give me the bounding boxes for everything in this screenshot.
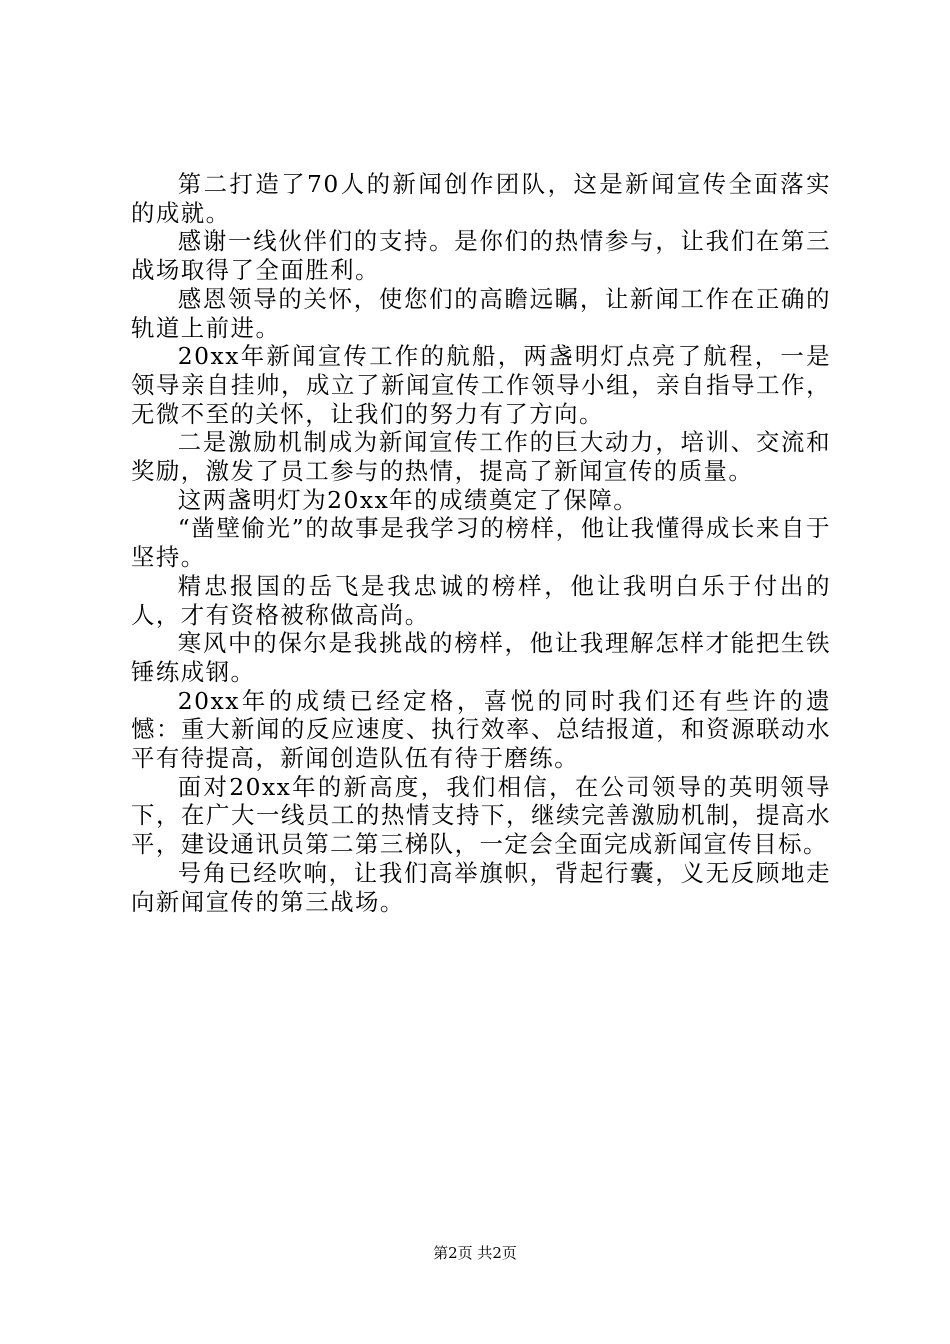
paragraph-7: “凿壁偷光”的故事是我学习的榜样，他让我懂得成长来自于坚持。 bbox=[131, 514, 831, 572]
paragraph-5: 二是激励机制成为新闻宣传工作的巨大动力，培训、交流和奖励，激发了员工参与的热情，提高了新闻宣传的质量。 bbox=[131, 428, 831, 486]
paragraph-11: 面对20xx年的新高度，我们相信，在公司领导的英明领导下，在广大一线员工的热情支持下，继续完善激励机制，提高水平，建设通讯员第二第三梯队，一定会全面完成新闻宣传目标。 bbox=[131, 772, 831, 859]
paragraph-10: 20xx年的成绩已经定格，喜悦的同时我们还有些许的遗憾：重大新闻的反应速度、执行效率、总结报道，和资源联动水平有待提高，新闻创造队伍有待于磨练。 bbox=[131, 686, 831, 773]
page-number-label: 第2页 共2页 bbox=[433, 1244, 517, 1262]
document-body bbox=[131, 170, 831, 916]
page-footer bbox=[0, 1243, 950, 1263]
paragraph-4: 20xx年新闻宣传工作的航船，两盏明灯点亮了航程，一是领导亲自挂帅，成立了新闻宣传工作领导小组，亲自指导工作，无微不至的关怀，让我们的努力有了方向。 bbox=[131, 342, 831, 428]
paragraph-6: 这两盏明灯为20xx年的成绩奠定了保障。 bbox=[177, 485, 639, 514]
paragraph-8: 精忠报国的岳飞是我忠诚的榜样，他让我明白乐于付出的人，才有资格被称做高尚。 bbox=[131, 571, 831, 629]
paragraph-3: 感恩领导的关怀，使您们的高瞻远瞩，让新闻工作在正确的轨道上前进。 bbox=[131, 284, 831, 342]
paragraph-9: 寒风中的保尔是我挑战的榜样，他让我理解怎样才能把生铁锤练成钢。 bbox=[131, 629, 831, 686]
paragraph-12: 号角已经吹响，让我们高举旗帜，背起行囊，义无反顾地走向新闻宣传的第三战场。 bbox=[131, 858, 831, 916]
paragraph-2: 感谢一线伙伴们的支持。是你们的热情参与，让我们在第三战场取得了全面胜利。 bbox=[131, 227, 831, 285]
paragraph-1: 第二打造了70人的新闻创作团队，这是新闻宣传全面落实的成就。 bbox=[131, 170, 831, 227]
